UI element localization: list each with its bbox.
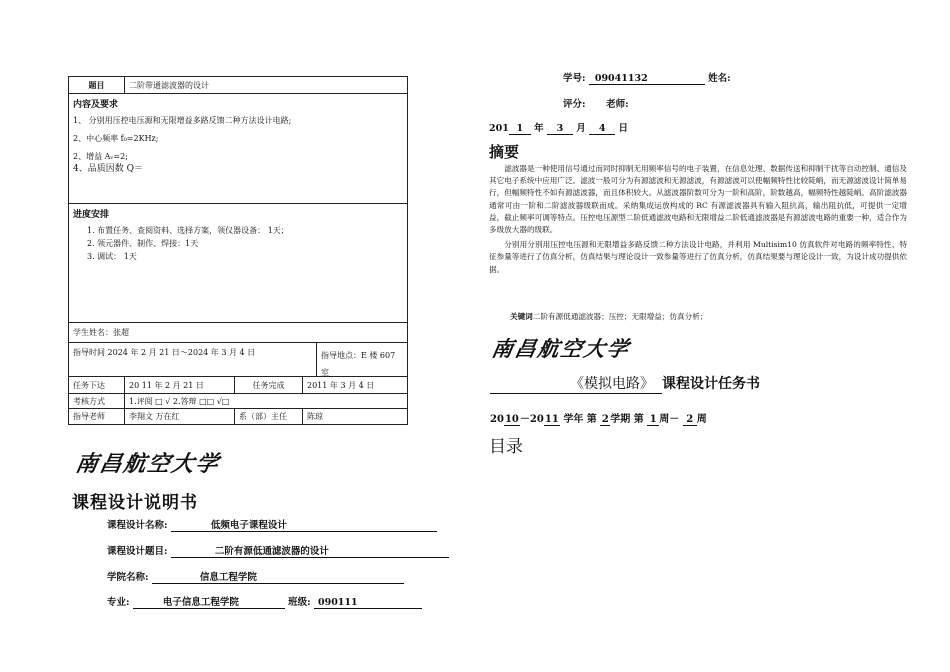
- course-name-field: [107, 517, 437, 532]
- assess-value: 1.评阅 □ √ 2.答辩 □□ √□: [129, 396, 230, 406]
- field-value: 低频电子课程设计: [171, 517, 437, 532]
- term-w-unit: 周: [696, 414, 707, 425]
- toc-heading: 目录: [489, 437, 523, 457]
- complete-date: 2011 年 3 月 4 日: [307, 380, 375, 390]
- date-day: 4: [589, 123, 615, 135]
- schedule-heading: 进度安排: [73, 210, 110, 220]
- date-month-unit: 月: [576, 123, 586, 134]
- class-value: 090111: [314, 597, 422, 609]
- topic-label: 题目: [69, 77, 125, 93]
- college-field: [107, 569, 404, 584]
- field-value: 信息工程学院: [152, 569, 404, 584]
- abstract-paragraph: 滤波器是一种使用信号通过而同时抑制无用频率信号的电子装置，在信息处理、数据传送和抑制干扰等自动控制、通信及其它电子系统中应用广泛。滤波一般可分为有源滤波和无源滤波，有源滤波可以使幅频特性比较陡峭，而无源滤波设计简单易行，但幅频特性不如有源滤波器，而且体积较大。从滤波器阶数可分为一阶和高阶，阶数越高，幅频特性越陡峭。高阶滤波器通常可由一阶和二阶滤波器级联而成。采纳集成运放构成的 RC 有源滤波器具有输入阻抗高，输出阻抗低，可提供一定增益，截止频率可调等特点。压控电压源型二阶低通滤波电路和无限增益二阶低通滤波器是有源滤波电路的重要一种，适合作为多级放大器的级联。: [489, 164, 907, 235]
- keywords-line: [510, 311, 707, 322]
- content-item: 4、品质因数 Q＝: [73, 164, 143, 174]
- term-sem: 2: [601, 414, 609, 425]
- course-topic-field: [107, 543, 449, 558]
- course-name: 《模拟电路》: [490, 373, 662, 394]
- date-year: 1: [509, 123, 531, 135]
- date-month: 3: [547, 123, 573, 135]
- content-heading: 内容及要求: [73, 100, 119, 110]
- student-no-label: 学号:: [563, 73, 586, 84]
- student-no-value: 09041132: [589, 73, 705, 85]
- date-prefix: 201: [489, 123, 509, 134]
- field-label: 课程设计名称:: [107, 520, 168, 531]
- term-y1: 10: [504, 414, 519, 425]
- score-label: 评分:: [563, 99, 586, 110]
- dept-head-label: 系（部）主任: [235, 409, 303, 424]
- date-line: [489, 120, 628, 135]
- assess-label: 考核方式: [69, 394, 125, 408]
- university-logo: 南昌航空大学: [489, 336, 633, 361]
- class-label: 班级:: [288, 597, 311, 608]
- task-book-title: [490, 373, 760, 394]
- content-item: 2、中心频率 f₀=2KHz;: [73, 134, 159, 143]
- field-label: 学院名称:: [107, 572, 149, 583]
- task-title: 课程设计任务书: [662, 376, 760, 392]
- content-section: [69, 94, 407, 204]
- doc-title: 课程设计说明书: [72, 493, 198, 513]
- schedule-section: [69, 204, 407, 323]
- dept-head-name: 陈琼: [307, 412, 323, 421]
- keywords-label: 关键词: [510, 312, 533, 321]
- abstract-body: [489, 163, 907, 276]
- term-dash: －20: [519, 414, 544, 425]
- university-logo: 南昌航空大学: [73, 451, 223, 477]
- teacher-label: 指导老师: [69, 409, 125, 424]
- date-year-unit: 年: [534, 123, 544, 134]
- major-value: 电子信息工程学院: [133, 594, 285, 609]
- major-label: 专业:: [107, 597, 130, 608]
- teacher-names: 李翔文 万在红: [125, 409, 235, 424]
- abstract-paragraph: 分别用分别用压控电压源和无限增益多路反馈二种方法设计电路，并利用 Multisim10 仿真软件对电路的频率特性、特征参量等进行了仿真分析，仿真结果与理论设计一致参量等进行了仿真分析，仿真结果要与理论设计一致，为设计成功提供依据。: [489, 240, 907, 274]
- term-y2: 11: [544, 414, 559, 425]
- assign-label: 任务下达: [69, 377, 125, 393]
- student-no-line: [563, 70, 731, 85]
- term-w1: 1: [647, 414, 659, 426]
- content-item: 1、 分别用压控电压源和无限增益多路反馈二种方法设计电路;: [73, 116, 292, 125]
- content-item: 2、增益 Aᵥ=2;: [73, 152, 128, 161]
- term-w2: 2: [683, 414, 697, 426]
- term-year-unit: 学年 第: [563, 414, 597, 425]
- schedule-item: 2. 领元器件、制作、焊接：1天: [87, 239, 199, 248]
- field-label: 课程设计题目:: [107, 546, 168, 557]
- term-w-mid: 周－: [659, 414, 680, 425]
- complete-label: 任务完成: [235, 377, 303, 393]
- name-label: 姓名:: [708, 73, 731, 84]
- teacher-label: 老师:: [606, 99, 629, 110]
- term-line: [490, 410, 707, 426]
- term-y1-prefix: 20: [490, 414, 504, 425]
- schedule-item: 3. 调试： 1天: [87, 252, 137, 261]
- field-value: 二阶有源低通滤波器的设计: [171, 543, 449, 558]
- schedule-item: 1. 布置任务、查阅资料、选择方案，领仪器设备： 1天；: [87, 226, 289, 235]
- date-day-unit: 日: [618, 123, 628, 134]
- guide-time: 指导时间 2024 年 2 月 21 日～2024 年 3 月 4 日: [69, 343, 317, 376]
- guide-place: 指导地点：E 楼 607 室: [321, 351, 396, 377]
- major-class-field: [107, 594, 422, 609]
- topic-value: 二阶带通滤波器的设计: [129, 80, 209, 90]
- abstract-heading: 摘要: [489, 143, 520, 161]
- student-name: 学生姓名：张超: [73, 328, 129, 337]
- term-sem-unit: 学期 第: [610, 414, 644, 425]
- score-line: [563, 96, 629, 110]
- assign-date: 20 11 年 2 月 21 日: [125, 377, 235, 393]
- keywords-value: 二阶有源低通滤波器；压控；无限增益；仿真分析；: [532, 312, 708, 321]
- task-table: [68, 76, 408, 425]
